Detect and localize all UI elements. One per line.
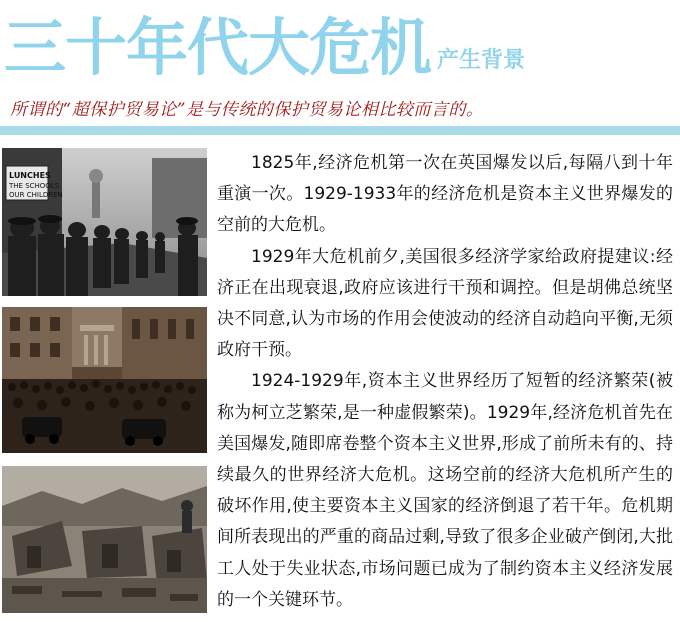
subtitle: 所谓的“超保护贸易论”是与传统的保护贸易论相比较而言的。 (10, 100, 484, 120)
title-suffix: 产生背景 (437, 48, 526, 73)
divider-bar (0, 126, 680, 135)
svg-text:LUNCHES: LUNCHES (9, 171, 51, 180)
body-text (217, 148, 673, 616)
paragraph-1: 1825年,经济危机第一次在英国爆发以后,每隔八到十年重演一次。1929-1933年的经济危机是资本主义世界爆发的空前的大危机。 (217, 153, 673, 236)
page-title (4, 10, 526, 84)
svg-text:OUR CHILDREN: OUR CHILDREN (9, 191, 63, 199)
svg-text:THE SCHOOLS: THE SCHOOLS (9, 182, 60, 190)
paragraph-2: 1929年大危机前夕,美国很多经济学家给政府提建议:经济正在出现衰退,政府应该进行干预和调控。但是胡佛总统坚决不同意,认为市场的作用会使波动的经济自动趋向平衡,无须政府干预。 (217, 246, 673, 361)
photo-breadline (2, 148, 207, 296)
photo-wall-street-crowd (2, 307, 207, 453)
main-title: 三十年代大危机 (4, 11, 432, 84)
photo-shantytown (2, 466, 207, 613)
paragraph-3: 1924-1929年,资本主义世界经历了短暂的经济繁荣(被称为柯立芝繁荣,是一种虚假繁荣)。1929年,经济危机首先在美国爆发,随即席卷整个资本主义世界,形成了前所未有的、持续最久的世界经济大危机。这场空前的经济大危机所产生的破坏作用,使主要资本主义国家的经济倒退了若干年。危机期间所表现出的严重的商品过剩,导致了很多企业破产倒闭,大批工人处于失业状态,市场问题已成为了制约资本主义经济发展的一个关键环节。 (217, 371, 673, 610)
